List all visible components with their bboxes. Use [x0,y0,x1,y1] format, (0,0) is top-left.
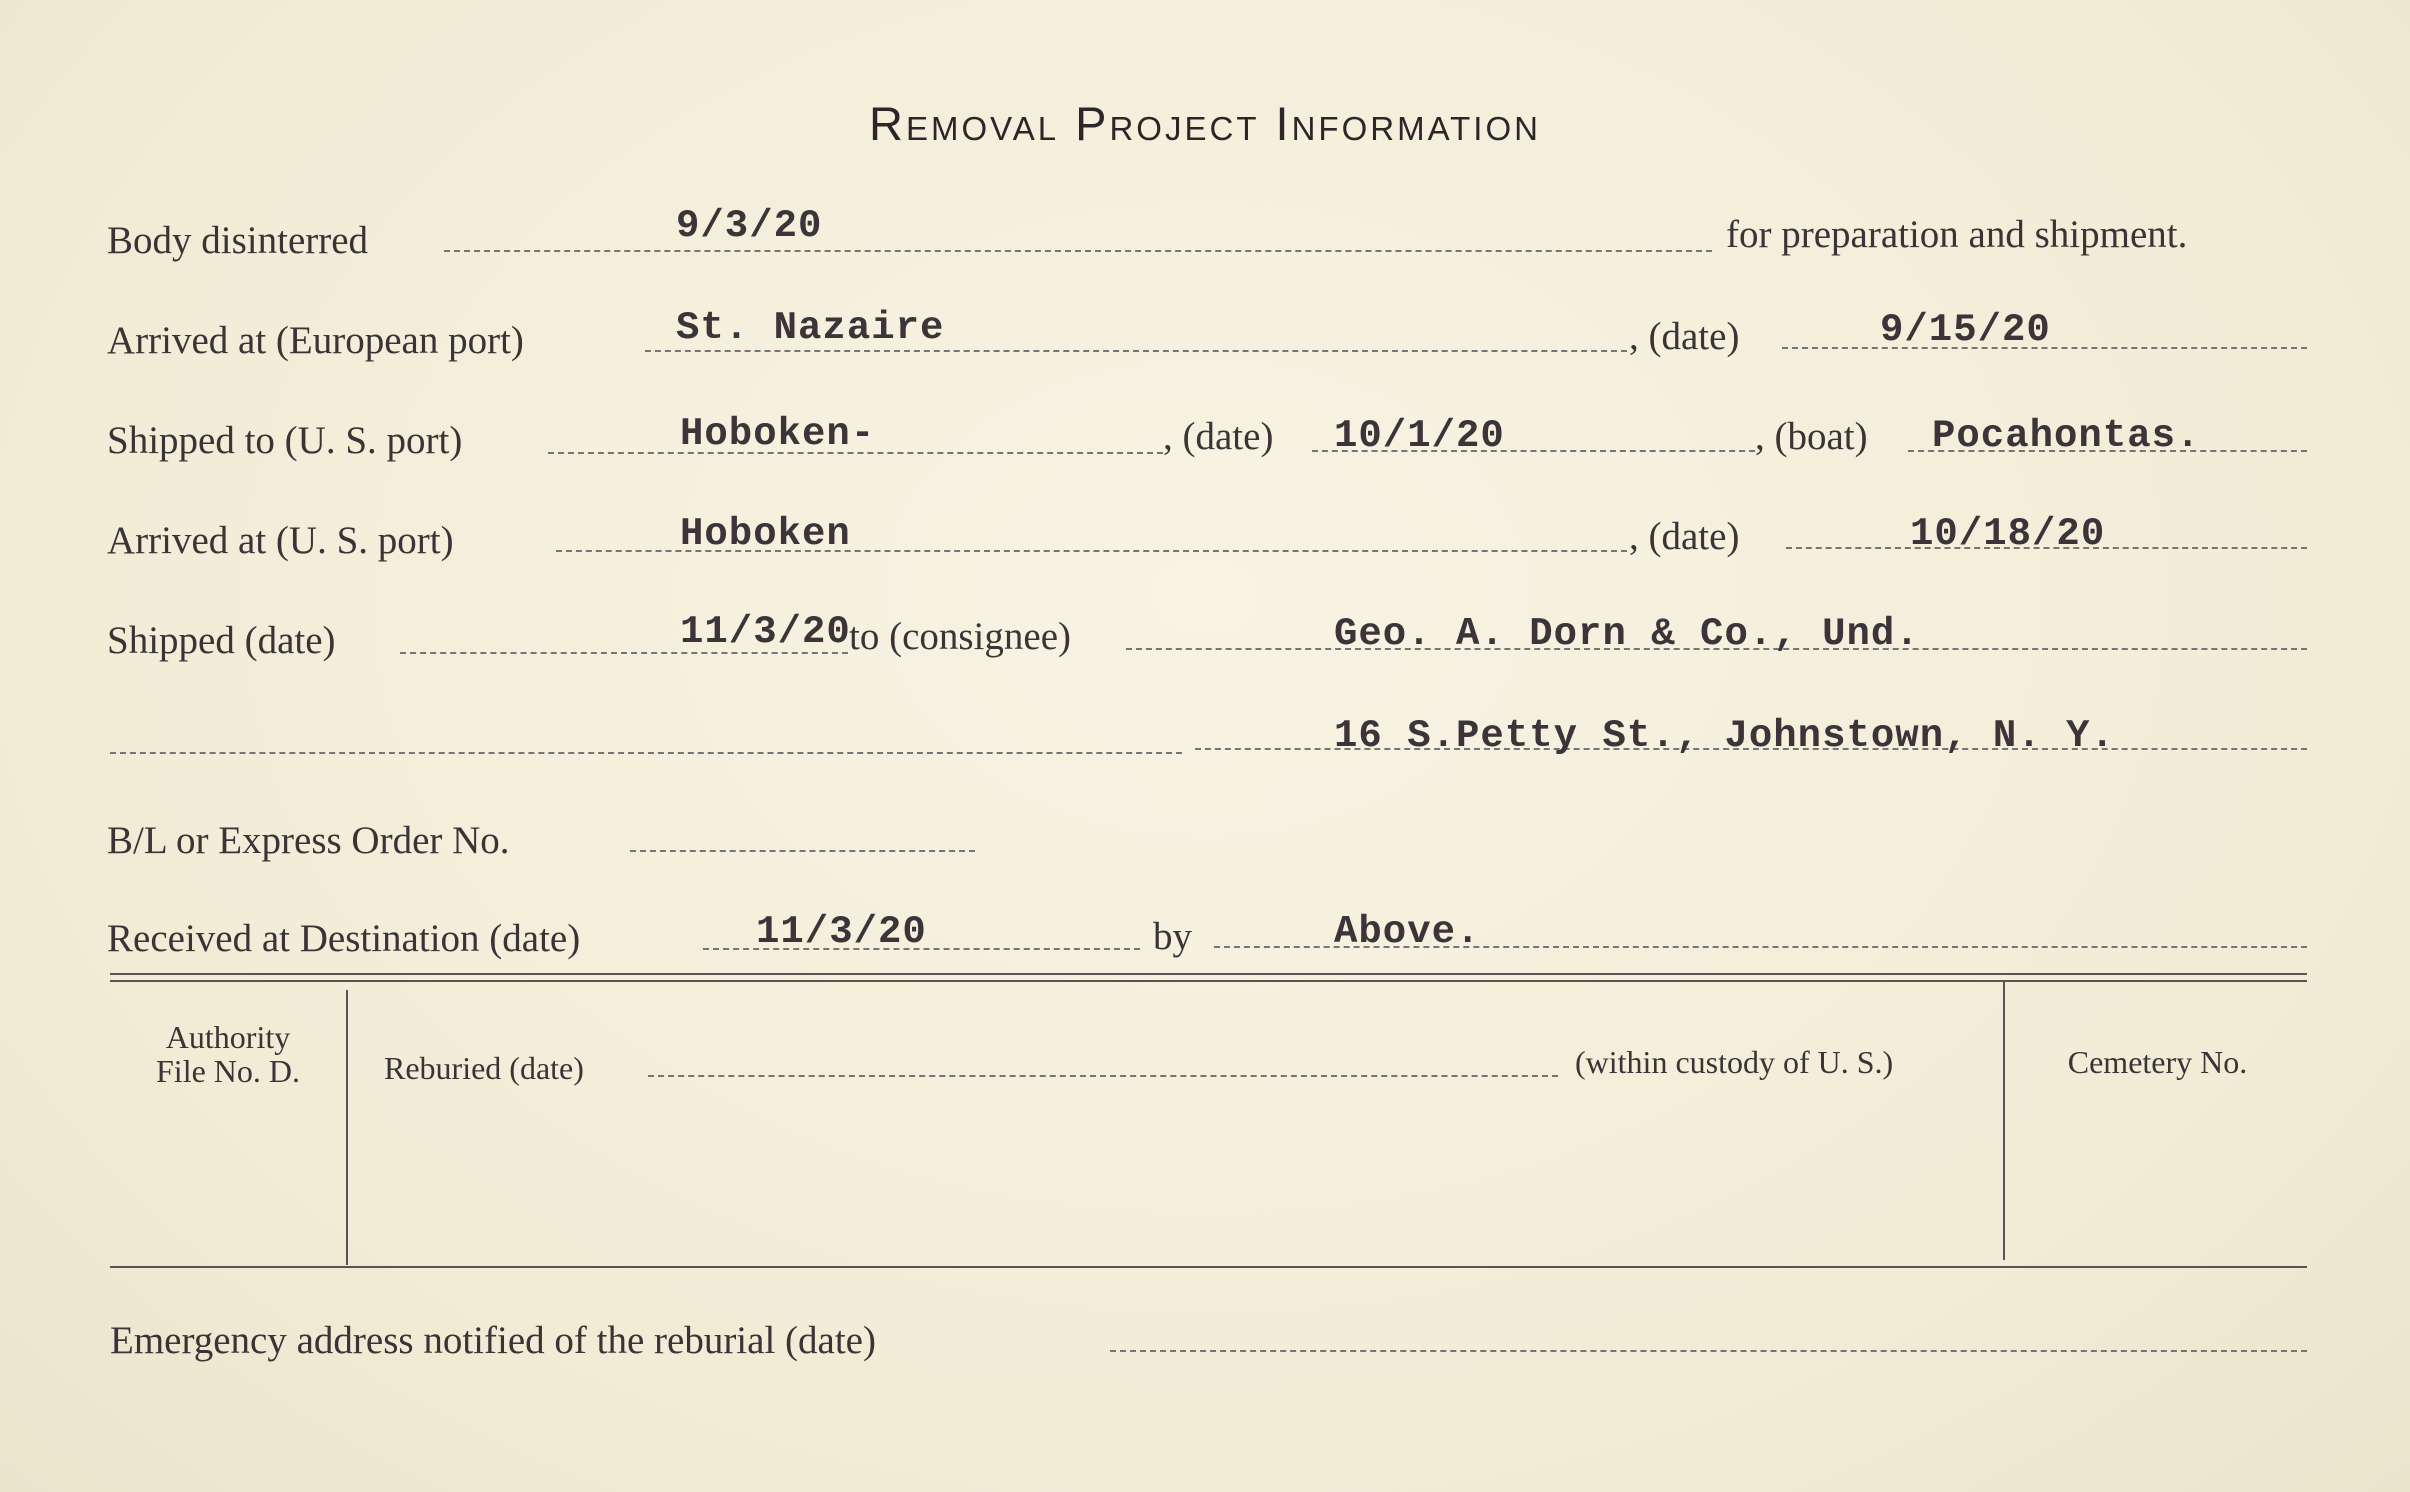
reburied-line [648,1075,1558,1077]
arrived-european-date-label: , (date) [1629,315,1740,358]
arrived-us-date-label: , (date) [1629,515,1740,558]
shipped-us-date-label: , (date) [1163,415,1274,458]
shipped-date-value: 11/3/20 [680,610,851,654]
card-title: Removal Project Information [869,97,1541,150]
shipped-date-label: Shipped (date) [107,619,336,662]
consignee-value: Geo. A. Dorn & Co., Und. [1334,612,1920,656]
authority-divider [346,990,348,1265]
emergency-label: Emergency address notified of the reburial (date) [110,1319,876,1362]
separator-rule-top [110,973,2307,975]
arrived-european-line [645,350,1627,352]
bl-order-line [630,850,975,852]
received-value: 11/3/20 [756,910,927,954]
body-disinterred-line [444,250,1712,252]
shipped-us-value: Hoboken- [680,412,876,456]
arrived-us-label: Arrived at (U. S. port) [107,519,454,562]
shipped-us-boat-value: Pocahontas. [1932,414,2201,458]
shipped-us-date-value: 10/1/20 [1334,414,1505,458]
emergency-line [1110,1350,2307,1352]
custody-label: (within custody of U. S.) [1575,1044,1894,1080]
authority-label-line1: Authority [165,1019,291,1055]
arrived-us-value: Hoboken [680,512,851,556]
consignee-label: to (consignee) [849,615,1072,658]
arrived-european-date-value: 9/15/20 [1880,308,2051,352]
bl-order-label: B/L or Express Order No. [107,819,510,862]
reburied-label: Reburied (date) [384,1050,584,1086]
address-left-line [110,752,1182,754]
received-by-label: by [1153,915,1192,958]
body-disinterred-suffix: for preparation and shipment. [1726,213,2188,256]
arrived-us-date-value: 10/18/20 [1910,512,2106,556]
received-by-value: Above. [1334,910,1481,954]
authority-file-label [110,1020,346,1088]
consignee-address-value: 16 S.Petty St., Johnstown, N. Y. [1334,714,2115,758]
arrived-european-label: Arrived at (European port) [107,319,524,362]
separator-rule-bottom [110,980,2307,982]
body-disinterred-label: Body disinterred [107,219,369,262]
cemetery-label: Cemetery No. [2067,1044,2248,1080]
shipped-us-boat-label: , (boat) [1755,415,1868,458]
cemetery-divider [2003,980,2005,1260]
shipped-us-label: Shipped to (U. S. port) [107,419,463,462]
lower-bottom-rule [110,1266,2307,1268]
authority-label-line2: File No. D. [156,1053,300,1089]
arrived-european-value: St. Nazaire [676,306,945,350]
received-label: Received at Destination (date) [107,917,581,960]
body-disinterred-value: 9/3/20 [676,204,823,248]
